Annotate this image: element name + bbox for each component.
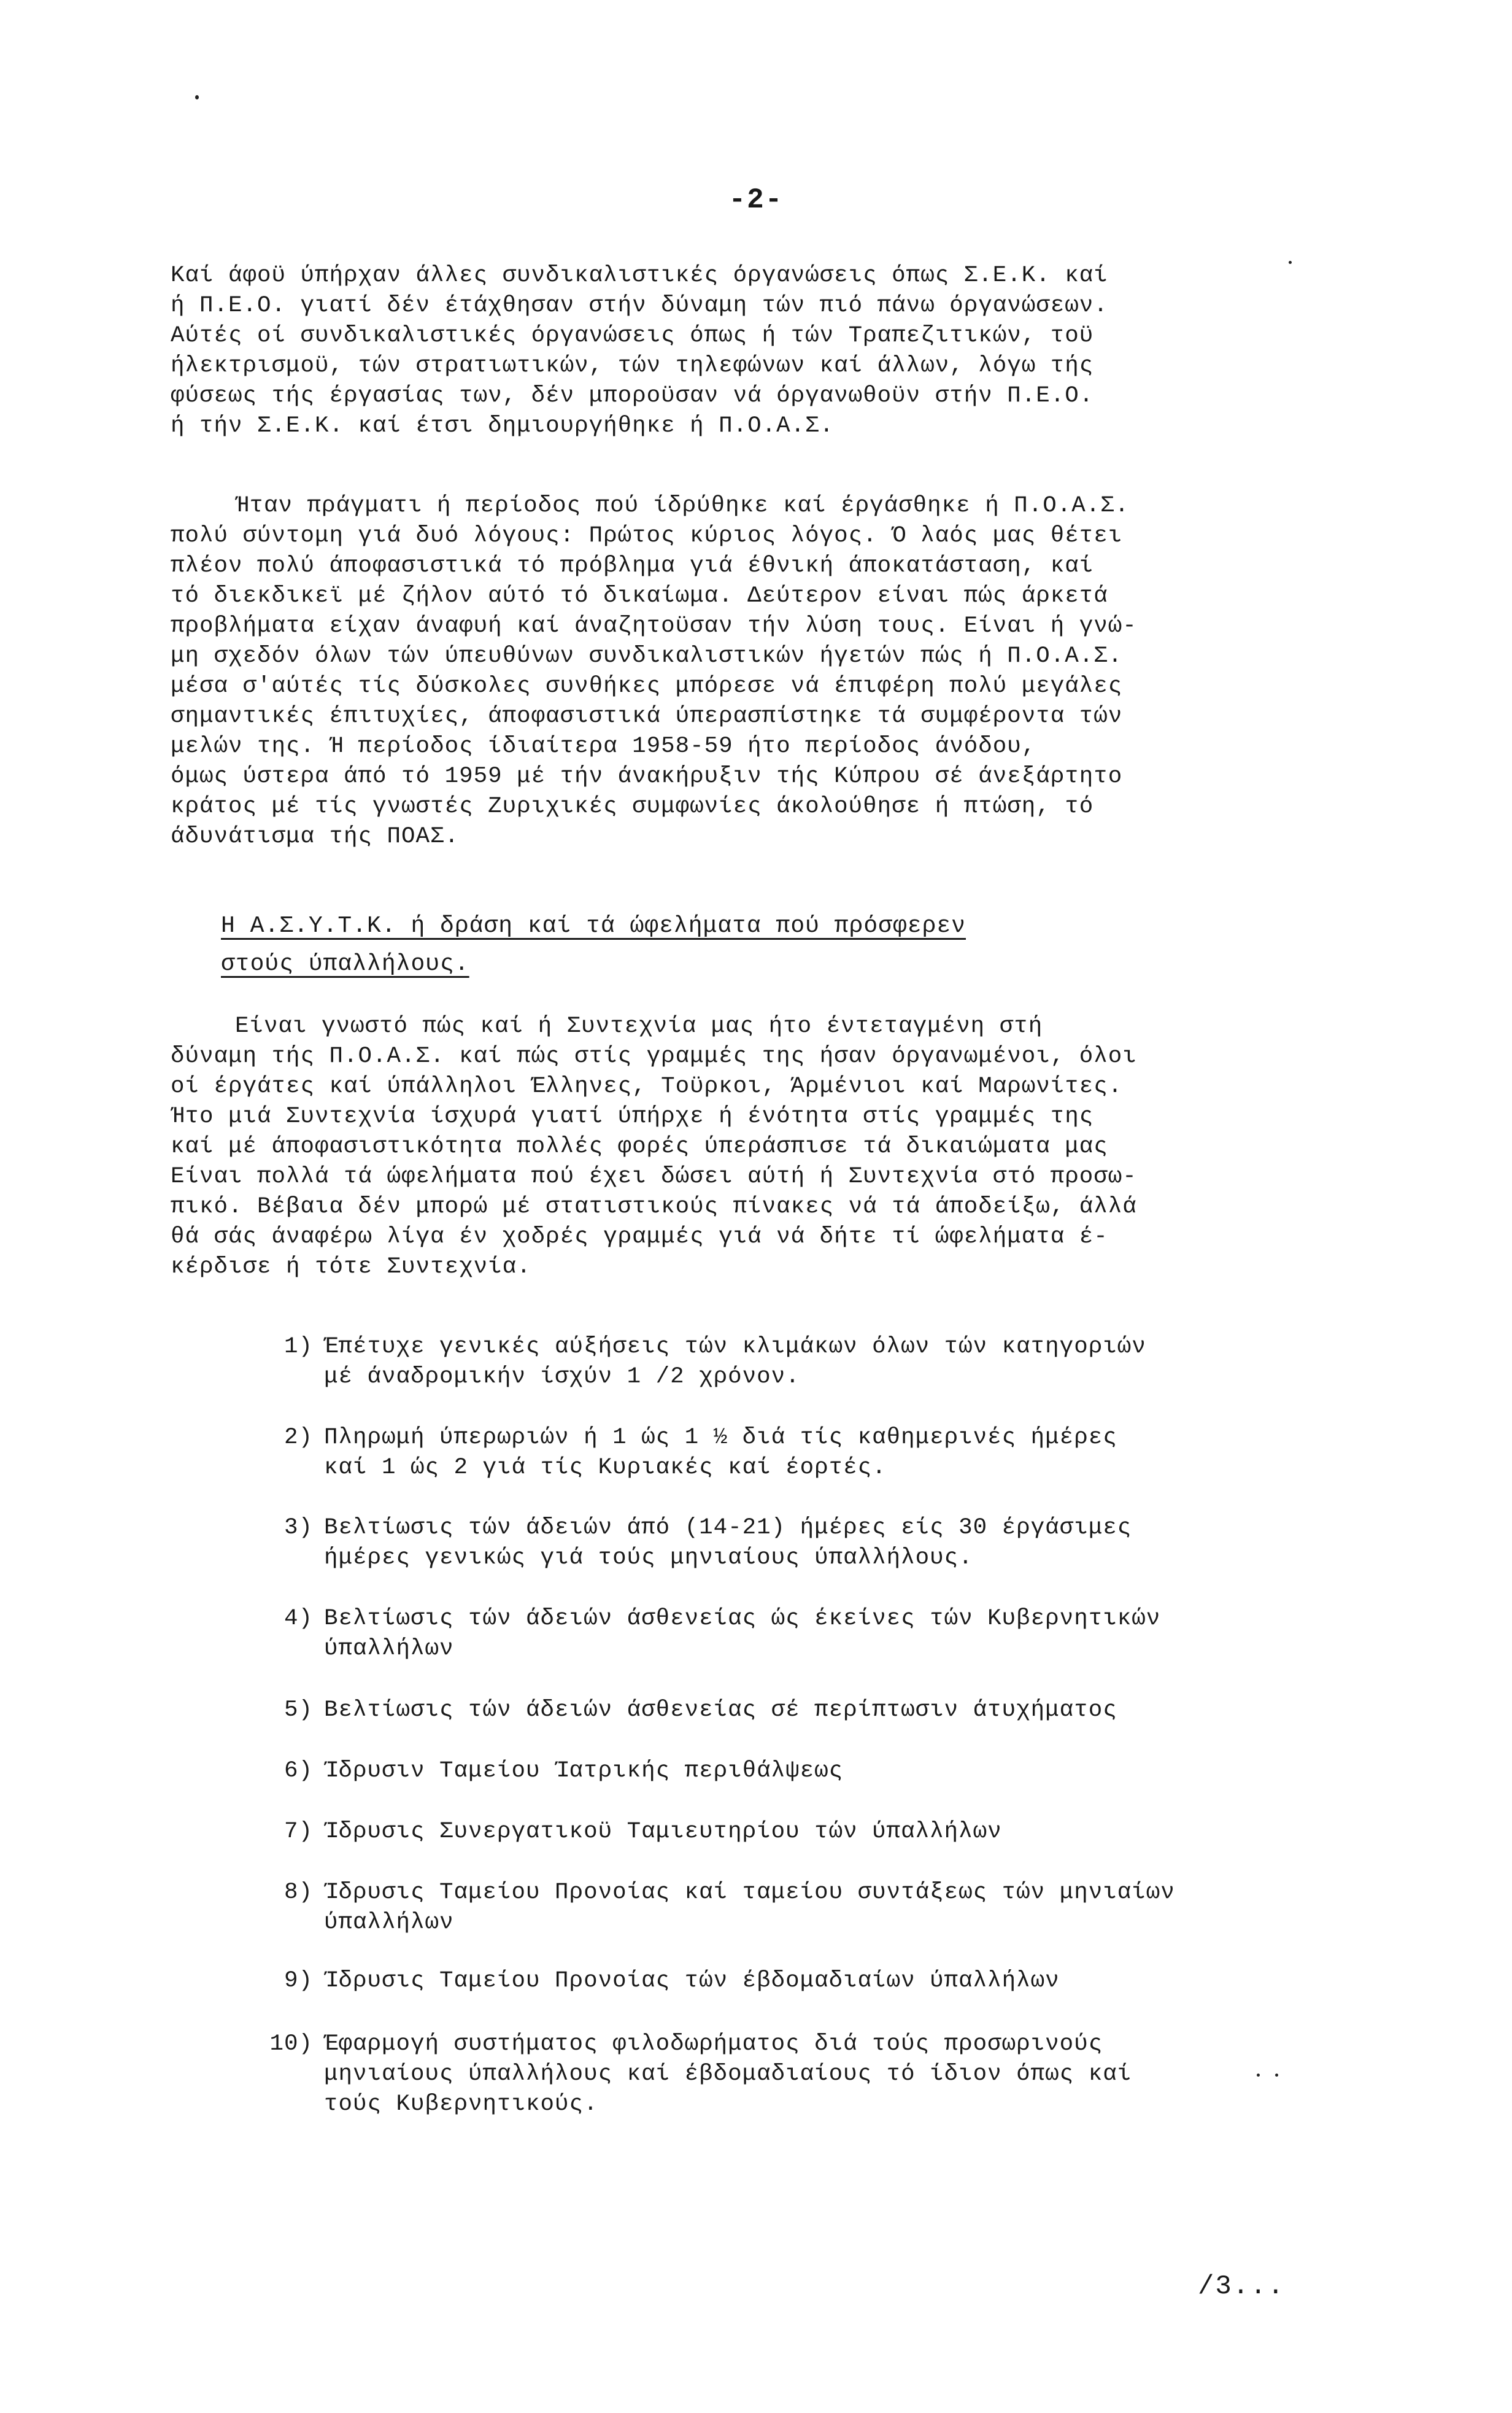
list-item-text [324,1695,1349,1726]
list-item-text [324,1423,1349,1483]
paragraph-1 [171,261,1336,441]
text-line: Ήταν πράγματι ή περίοδος πού ίδρύθηκε καί έργάσθηκε ή Π.Ο.Α.Σ. [235,493,1130,519]
text-line: τό διεκδικεϊ μέ ζήλον αύτό τό δικαίωμα. Δεύτερον είναι πώς άρκετά [171,583,1108,609]
list-item-text [324,1332,1349,1392]
text-line: ύπαλλήλων [324,1636,454,1662]
scan-speck [195,95,199,99]
list-number: 3) [284,1515,313,1541]
text-line: δύναμη τής Π.Ο.Α.Σ. καί πώς στίς γραμμές της ήσαν όργανωμένοι, όλοι [171,1044,1137,1069]
list-number: 7) [284,1819,313,1845]
page-number: -2- [728,184,784,216]
text-line: σημαντικές έπιτυχίες, άποφασιστικά ύπερασπίστηκε τά συμφέροντα τών [171,703,1123,729]
text-line: κέρδισε ή τότε Συντεχνία. [171,1254,531,1280]
text-line: Ίδρυσις Ταμείου Προνοίας τών έβδομαδιαίων ύπαλλήλων [324,1968,1060,1994]
paragraph-2 [171,491,1336,852]
list-number: 1) [284,1334,313,1360]
text-line: καί 1 ώς 2 γιά τίς Κυριακές καί έορτές. [324,1455,887,1481]
list-item-text [324,1513,1349,1573]
list-number: 6) [284,1758,313,1784]
text-line: πλέον πολύ άποφασιστικά τό πρόβλημα γιά έθνική άποκατάσταση, καί [171,553,1094,579]
text-line: ήμέρες γενικώς γιά τούς μηνιαίους ύπαλλήλους. [324,1545,973,1571]
text-line: άδυνάτισμα τής ΠΟΑΣ. [171,824,460,850]
text-line: Βελτίωσις τών άδειών άπό (14-21) ήμέρες είς 30 έργάσιμες [324,1515,1132,1541]
list-item-text [324,1966,1349,1996]
text-line: ή τήν Σ.Ε.Κ. καί έτσι δημιουργήθηκε ή Π.Ο.Α.Σ. [171,413,835,439]
list-item-text [324,1878,1349,1938]
paragraph-3 [171,1012,1336,1282]
text-line: όμως ύστερα άπό τό 1959 μέ τήν άνακήρυξιν τής Κύπρου σέ άνεξάρτητο [171,764,1123,789]
text-line: πικό. Βέβαια δέν μπορώ μέ στατιστικούς πίνακες νά τά άποδείξω, άλλά [171,1194,1137,1220]
list-number: 2) [284,1425,313,1451]
text-line: Είναι πολλά τά ώφελήματα πού έχει δώσει αύτή ή Συντεχνία στό προσω- [171,1164,1137,1190]
list-number: 8) [284,1880,313,1905]
text-line: καί μέ άποφασιστικότητα πολλές φορές ύπεράσπισε τά δικαιώματα μας [171,1134,1108,1160]
text-line: Έφαρμογή συστήματος φιλοδωρήματος διά τούς προσωρινούς [324,2031,1103,2057]
heading-line: Η Α.Σ.Υ.Τ.Κ. ή δράση καί τά ώφελήματα πού πρόσφερεν [221,913,966,939]
text-line: ήλεκτρισμοϋ, τών στρατιωτικών, τών τηλεφώνων καί άλλων, λόγω τής [171,353,1094,379]
text-line: Βελτίωσις τών άδειών άσθενείας σέ περίπτωσιν άτυχήματος [324,1697,1117,1723]
text-line: Πληρωμή ύπερωριών ή 1 ώς 1 ½ διά τίς καθημερινές ήμέρες [324,1425,1117,1451]
heading-line: στούς ύπαλλήλους. [221,951,469,977]
text-line: προβλήματα είχαν άναφυή καί άναζητοϋσαν τήν λύση τους. Είναι ή γνώ- [171,613,1137,639]
list-item-text [324,1756,1349,1786]
text-line: Ίδρυσιν Ταμείου Ίατρικής περιθάλψεως [324,1758,844,1784]
text-line: κράτος μέ τίς γνωστές Ζυριχικές συμφωνίες άκολούθησε ή πτώση, τό [171,794,1094,819]
text-line: Βελτίωσις τών άδειών άσθενείας ώς έκείνες τών Κυβερνητικών [324,1606,1161,1632]
text-line: Αύτές οί συνδικαλιστικές όργανώσεις όπως ή τών Τραπεζιτικών, τοϋ [171,323,1094,349]
text-line: τούς Κυβερνητικούς. [324,2091,598,2117]
text-line: Καί άφοϋ ύπήρχαν άλλες συνδικαλιστικές όργανώσεις όπως Σ.Ε.Κ. καί [171,263,1108,289]
text-line: ή Π.Ε.Ο. γιατί δέν έτάχθησαν στήν δύναμη τών πιό πάνω όργανώσεων. [171,293,1108,319]
list-number: 4) [284,1606,313,1632]
text-line: Ίδρυσις Ταμείου Προνοίας καί ταμείου συντάξεως τών μηνιαίων [324,1880,1175,1905]
text-line: πολύ σύντομη γιά δυό λόγους: Πρώτος κύριος λόγος. Ό λαός μας θέτει [171,523,1123,549]
text-line: μέ άναδρομικήν ίσχύν 1 /2 χρόνον. [324,1364,800,1390]
text-line: Είναι γνωστό πώς καί ή Συντεχνία μας ήτο έντεταγμένη στή [235,1013,1043,1039]
list-item-text [324,2029,1349,2120]
list-number: 9) [284,1968,313,1994]
section-heading [221,907,966,983]
text-line: μη σχεδόν όλων τών ύπευθύνων συνδικαλιστικών ήγετών πώς ή Π.Ο.Α.Σ. [171,643,1123,669]
text-line: οί έργάτες καί ύπάλληλοι Έλληνες, Τοϋρκοι, Άρμένιοι καί Μαρωνίτες. [171,1074,1123,1099]
text-line: Ήτο μιά Συντεχνία ίσχυρά γιατί ύπήρχε ή ένότητα στίς γραμμές της [171,1104,1094,1129]
list-item-text [324,1604,1349,1664]
list-number: 5) [284,1697,313,1723]
text-line: μέσα σ'αύτές τίς δύσκολες συνθήκες μπόρεσε νά έπιφέρη πολύ μεγάλες [171,673,1123,699]
text-line: ύπαλλήλων [324,1910,454,1935]
text-line: θά σάς άναφέρω λίγα έν χοδρές γραμμές γιά νά δήτε τί ώφελήματα έ- [171,1224,1108,1250]
text-line: φύσεως τής έργασίας των, δέν μποροϋσαν νά όργανωθοϋν στήν Π.Ε.Ο. [171,383,1094,409]
continuation-marker: /3... [1197,2271,1285,2302]
text-line: Ίδρυσις Συνεργατικοϋ Ταμιευτηρίου τών ύπαλλήλων [324,1819,1002,1845]
text-line: μελών της. Ή περίοδος ίδιαίτερα 1958-59 ήτο περίοδος άνόδου, [171,734,1036,759]
list-number: 10) [269,2031,313,2057]
text-line: Έπέτυχε γενικές αύξήσεις τών κλιμάκων όλων τών κατηγοριών [324,1334,1146,1360]
text-line: μηνιαίους ύπαλλήλους καί έβδομαδιαίους τό ίδιον όπως καί [324,2061,1132,2087]
list-item-text [324,1817,1349,1847]
